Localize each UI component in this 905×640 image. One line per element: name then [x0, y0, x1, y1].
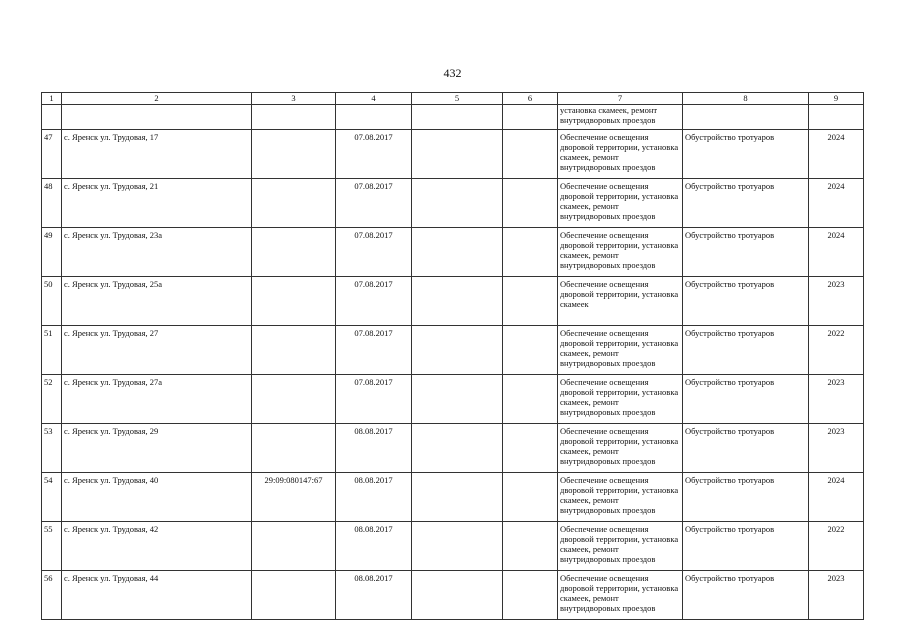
- date-cell: 07.08.2017: [336, 179, 412, 228]
- row-number-cell: 55: [42, 522, 62, 571]
- year-cell: 2024: [809, 179, 864, 228]
- row-number-cell: 49: [42, 228, 62, 277]
- cadastral-number-cell: [252, 179, 336, 228]
- empty-cell: [503, 473, 558, 522]
- additional-work-cell: Обустройство тротуаров: [683, 571, 809, 620]
- empty-cell: [412, 130, 503, 179]
- measures-cell: Обеспечение освещения дворовой территории, установка скамеек, ремонт внутридворовых проездов: [558, 571, 683, 620]
- table-row: [42, 277, 864, 326]
- year-cell: 2022: [809, 522, 864, 571]
- row-number-cell: 47: [42, 130, 62, 179]
- additional-work-cell: Обустройство тротуаров: [683, 277, 809, 326]
- year-cell: 2023: [809, 375, 864, 424]
- date-cell: 07.08.2017: [336, 130, 412, 179]
- measures-cell: установка скамеек, ремонт внутридворовых проездов: [558, 105, 683, 130]
- address-cell: с. Яренск ул. Трудовая, 27: [62, 326, 252, 375]
- measures-cell: Обеспечение освещения дворовой территории, установка скамеек, ремонт внутридворовых проездов: [558, 179, 683, 228]
- empty-cell: [412, 228, 503, 277]
- date-cell: 07.08.2017: [336, 228, 412, 277]
- measures-cell: Обеспечение освещения дворовой территории, установка скамеек, ремонт внутридворовых проездов: [558, 326, 683, 375]
- date-cell: 08.08.2017: [336, 473, 412, 522]
- additional-work-cell: Обустройство тротуаров: [683, 424, 809, 473]
- column-number-row: [42, 93, 864, 105]
- address-cell: с. Яренск ул. Трудовая, 25а: [62, 277, 252, 326]
- row-number-cell: 48: [42, 179, 62, 228]
- page-number: 432: [443, 66, 462, 80]
- measures-cell: Обеспечение освещения дворовой территории, установка скамеек, ремонт внутридворовых проездов: [558, 228, 683, 277]
- table-row: [42, 571, 864, 620]
- measures-cell: Обеспечение освещения дворовой территории, установка скамеек: [558, 277, 683, 326]
- empty-cell: [412, 277, 503, 326]
- cadastral-number-cell: [252, 375, 336, 424]
- empty-cell: [503, 522, 558, 571]
- year-cell: 2023: [809, 424, 864, 473]
- measures-cell: Обеспечение освещения дворовой территории, установка скамеек, ремонт внутридворовых проездов: [558, 130, 683, 179]
- empty-cell: [503, 130, 558, 179]
- cadastral-number-cell: [252, 130, 336, 179]
- additional-work-cell: Обустройство тротуаров: [683, 326, 809, 375]
- empty-cell: [503, 424, 558, 473]
- table-row: [42, 522, 864, 571]
- additional-work-cell: Обустройство тротуаров: [683, 130, 809, 179]
- address-cell: с. Яренск ул. Трудовая, 23а: [62, 228, 252, 277]
- measures-cell: Обеспечение освещения дворовой территории, установка скамеек, ремонт внутридворовых проездов: [558, 424, 683, 473]
- column-header: 4: [336, 93, 412, 105]
- address-cell: с. Яренск ул. Трудовая, 17: [62, 130, 252, 179]
- empty-cell: [503, 571, 558, 620]
- empty-cell: [412, 326, 503, 375]
- empty-cell: [412, 179, 503, 228]
- date-cell: 07.08.2017: [336, 375, 412, 424]
- column-header: 8: [683, 93, 809, 105]
- column-header: 3: [252, 93, 336, 105]
- empty-cell: [503, 228, 558, 277]
- empty-cell: [503, 326, 558, 375]
- table-row: [42, 424, 864, 473]
- cadastral-number-cell: [252, 424, 336, 473]
- date-cell: 07.08.2017: [336, 277, 412, 326]
- address-cell: с. Яренск ул. Трудовая, 40: [62, 473, 252, 522]
- column-header: 9: [809, 93, 864, 105]
- additional-work-cell: Обустройство тротуаров: [683, 228, 809, 277]
- additional-work-cell: Обустройство тротуаров: [683, 522, 809, 571]
- table-row: [42, 228, 864, 277]
- table-row: [42, 375, 864, 424]
- empty-cell: [412, 571, 503, 620]
- address-cell: с. Яренск ул. Трудовая, 42: [62, 522, 252, 571]
- date-cell: 08.08.2017: [336, 571, 412, 620]
- date-cell: 08.08.2017: [336, 424, 412, 473]
- year-cell: 2023: [809, 277, 864, 326]
- column-header: 5: [412, 93, 503, 105]
- table-row: [42, 179, 864, 228]
- year-cell: 2022: [809, 326, 864, 375]
- additional-work-cell: Обустройство тротуаров: [683, 473, 809, 522]
- address-cell: с. Яренск ул. Трудовая, 44: [62, 571, 252, 620]
- continuation-row: [42, 105, 864, 130]
- cadastral-number-cell: [252, 228, 336, 277]
- measures-cell: Обеспечение освещения дворовой территории, установка скамеек, ремонт внутридворовых проездов: [558, 522, 683, 571]
- additional-work-cell: Обустройство тротуаров: [683, 375, 809, 424]
- cadastral-number-cell: [252, 277, 336, 326]
- table-row: [42, 130, 864, 179]
- address-cell: с. Яренск ул. Трудовая, 27а: [62, 375, 252, 424]
- row-number-cell: 54: [42, 473, 62, 522]
- year-cell: 2024: [809, 130, 864, 179]
- empty-cell: [412, 375, 503, 424]
- empty-cell: [412, 522, 503, 571]
- cadastral-number-cell: 29:09:080147:67: [252, 473, 336, 522]
- row-number-cell: 52: [42, 375, 62, 424]
- empty-cell: [503, 277, 558, 326]
- row-number-cell: 50: [42, 277, 62, 326]
- measures-cell: Обеспечение освещения дворовой территории, установка скамеек, ремонт внутридворовых проездов: [558, 375, 683, 424]
- row-number-cell: 56: [42, 571, 62, 620]
- cadastral-number-cell: [252, 571, 336, 620]
- table-row: [42, 473, 864, 522]
- empty-cell: [503, 375, 558, 424]
- date-cell: 08.08.2017: [336, 522, 412, 571]
- year-cell: 2023: [809, 571, 864, 620]
- cadastral-number-cell: [252, 522, 336, 571]
- empty-cell: [503, 179, 558, 228]
- row-number-cell: 53: [42, 424, 62, 473]
- empty-cell: [412, 473, 503, 522]
- measures-cell: Обеспечение освещения дворовой территории, установка скамеек, ремонт внутридворовых проездов: [558, 473, 683, 522]
- column-header: 2: [62, 93, 252, 105]
- address-cell: с. Яренск ул. Трудовая, 21: [62, 179, 252, 228]
- empty-cell: [412, 424, 503, 473]
- year-cell: 2024: [809, 473, 864, 522]
- column-header: 6: [503, 93, 558, 105]
- address-cell: с. Яренск ул. Трудовая, 29: [62, 424, 252, 473]
- year-cell: 2024: [809, 228, 864, 277]
- row-number-cell: 51: [42, 326, 62, 375]
- column-header: 7: [558, 93, 683, 105]
- column-header: 1: [42, 93, 62, 105]
- additional-work-cell: Обустройство тротуаров: [683, 179, 809, 228]
- date-cell: 07.08.2017: [336, 326, 412, 375]
- cadastral-number-cell: [252, 326, 336, 375]
- table-row: [42, 326, 864, 375]
- register-table: [41, 92, 864, 620]
